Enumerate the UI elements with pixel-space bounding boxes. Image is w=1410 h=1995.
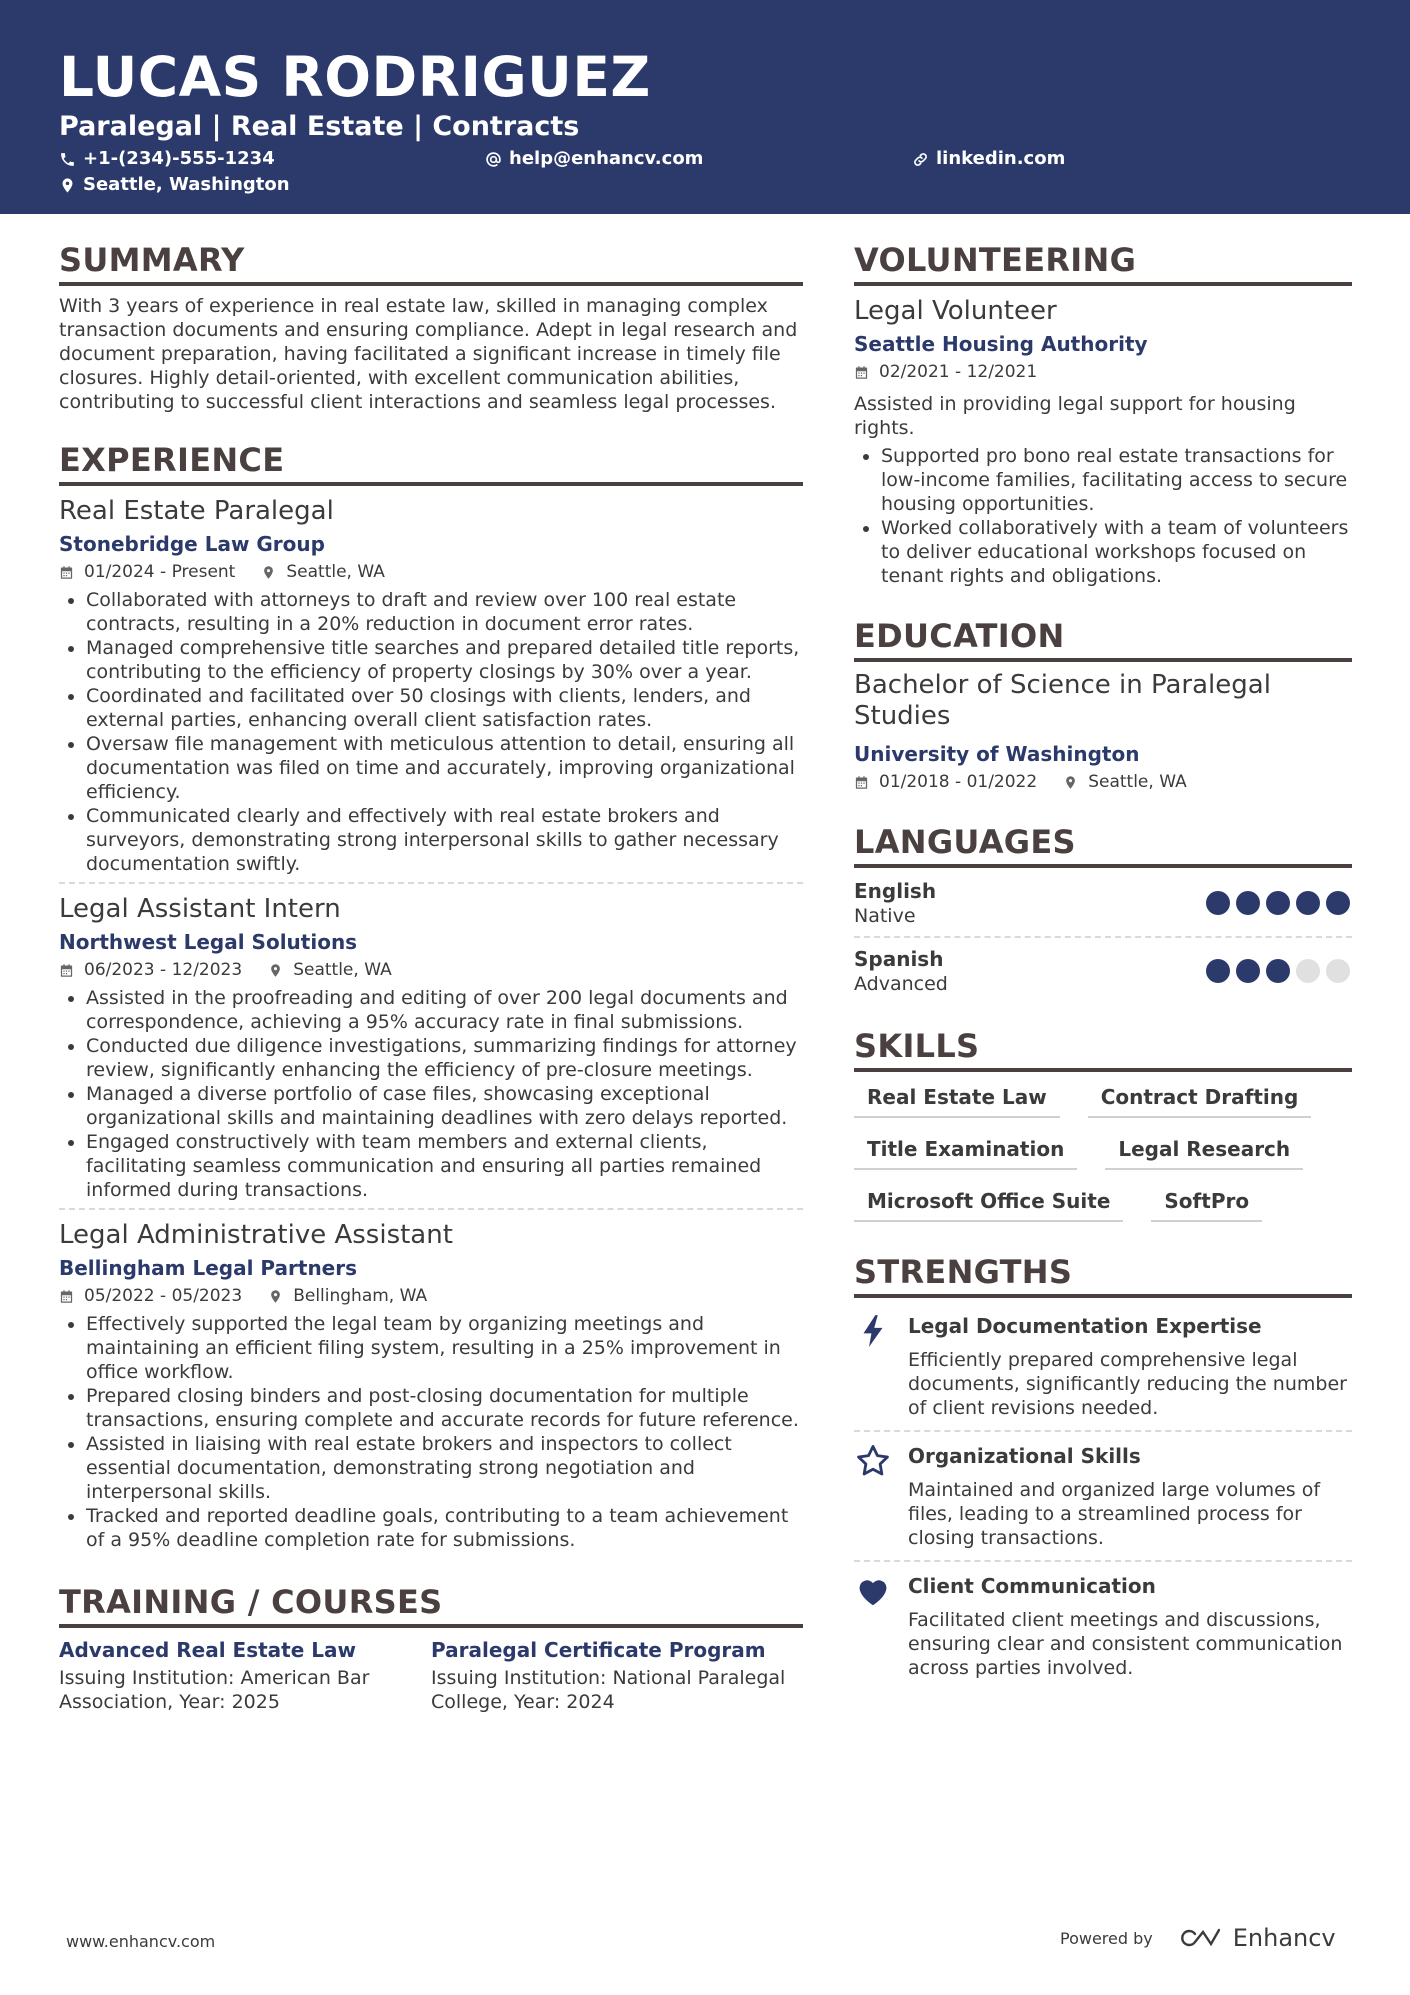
location-text: Seattle, Washington [83, 174, 290, 195]
job-bullet: • Assisted in liaising with real estate brokers and inspectors to collect essential documentation, demonstrating strong negotiation and interpersonal skills. [86, 1432, 803, 1504]
summary-text: With 3 years of experience in real estate law, skilled in managing complex transaction documents and ensuring compliance. Adept in legal research and document preparation, having facilitated a significant increase in timely file closures. Highly detail-oriented, with excellent communication abilities, contributing to successful client interactions and seamless legal processes. [59, 295, 798, 413]
location-pin-icon [59, 177, 76, 194]
course-title: Advanced Real Estate Law [59, 1638, 356, 1662]
job-bullet: • Prepared closing binders and post-closing documentation for multiple transactions, ensuring complete and accurate records for future reference. [86, 1384, 803, 1432]
language-level: Advanced [854, 973, 948, 995]
degree-title: Bachelor of Science in Paralegal Studies [854, 670, 1271, 731]
entry-divider [854, 1560, 1352, 1562]
contact-phone [59, 147, 275, 171]
candidate-name: LUCAS RODRIGUEZ [59, 45, 651, 109]
strength-title: Client Communication [908, 1574, 1156, 1598]
experience-entry [59, 892, 803, 1202]
contact-location [59, 173, 290, 197]
volunteer-bullet: • Supported pro bono real estate transactions for low-income families, facilitating access to secure housing opportunities. [881, 444, 1352, 516]
contact-email [485, 147, 703, 171]
entry-divider [59, 1208, 803, 1210]
footer-branding [1060, 1924, 1336, 1952]
entry-divider [59, 882, 803, 884]
at-sign-icon [485, 151, 502, 168]
job-bullet: • Communicated clearly and effectively with real estate brokers and surveyors, demonstrating strong interpersonal skills to gather necessary documentation swiftly. [86, 804, 803, 876]
strength-description: Efficiently prepared comprehensive legal documents, significantly reducing the number of client revisions needed. [908, 1349, 1347, 1419]
contact-linkedin [912, 147, 1065, 171]
job-meta [59, 958, 803, 982]
volunteer-bullets [854, 444, 1352, 588]
education-dates: 01/2018 - 01/2022 [879, 772, 1038, 792]
strength-description: Facilitated client meetings and discussions, ensuring clear and consistent communication across parties involved. [908, 1609, 1343, 1679]
course-title: Paralegal Certificate Program [431, 1638, 766, 1662]
language-entry [854, 876, 1352, 934]
job-location: Seattle, WA [293, 960, 392, 980]
entry-divider [854, 1430, 1352, 1432]
rating-dot-filled [1236, 891, 1260, 915]
job-dates: 05/2022 - 05/2023 [84, 1286, 243, 1306]
strength-title: Organizational Skills [908, 1444, 1141, 1468]
course-description: Issuing Institution: American Bar Association, Year: 2025 [59, 1667, 370, 1713]
location-pin-icon [261, 565, 276, 580]
candidate-tagline: Paralegal | Real Estate | Contracts [59, 111, 580, 142]
left-column [59, 240, 803, 1714]
job-bullet: • Oversaw file management with meticulous attention to detail, ensuring all documentation was filed on time and accurately, improving organizational efficiency. [86, 732, 803, 804]
volunteer-bullet: • Worked collaboratively with a team of volunteers to deliver educational workshops focused on tenant rights and obligations. [881, 516, 1352, 588]
volunteer-organization: Seattle Housing Authority [854, 332, 1148, 356]
entry-divider [854, 936, 1352, 938]
brand-logo[interactable] [1179, 1924, 1336, 1952]
job-location: Seattle, WA [286, 562, 385, 582]
job-bullets [59, 1312, 803, 1552]
skill-tag: Contract Drafting [1088, 1084, 1312, 1118]
location-pin-icon [268, 1289, 283, 1304]
strength-entry [854, 1436, 1352, 1556]
job-location: Bellingham, WA [293, 1286, 428, 1306]
course-entry [59, 1636, 431, 1714]
skill-tag: Real Estate Law [854, 1084, 1060, 1118]
strength-description: Maintained and organized large volumes of files, leading to a streamlined process for closing transactions. [908, 1479, 1321, 1549]
rating-dot-filled [1206, 891, 1230, 915]
language-rating [1206, 959, 1350, 983]
experience-entry [59, 1218, 803, 1552]
rating-dot-empty [1296, 959, 1320, 983]
calendar-icon [854, 775, 869, 790]
job-bullet: • Collaborated with attorneys to draft and review over 100 real estate contracts, resulting in a 20% reduction in document error rates. [86, 588, 803, 636]
courses-list [59, 1636, 803, 1714]
location-pin-icon [1063, 775, 1078, 790]
job-meta [59, 1284, 803, 1308]
link-icon [912, 151, 929, 168]
language-rating [1206, 891, 1350, 915]
skill-tag: SoftPro [1151, 1188, 1262, 1222]
email-text[interactable]: help@enhancv.com [509, 148, 704, 169]
job-dates: 06/2023 - 12/2023 [84, 960, 243, 980]
skills-heading: SKILLS [854, 1026, 1352, 1072]
rating-dot-filled [1206, 959, 1230, 983]
job-bullets [59, 588, 803, 876]
company-name: Bellingham Legal Partners [59, 1256, 358, 1280]
job-bullet: • Tracked and reported deadline goals, contributing to a team achievement of a 95% deadline completion rate for submissions. [86, 1504, 803, 1552]
rating-dot-filled [1236, 959, 1260, 983]
strengths-heading: STRENGTHS [854, 1252, 1352, 1298]
job-bullet: • Engaged constructively with team members and external clients, facilitating seamless communication and ensuring all parties remained informed during transactions. [86, 1130, 803, 1202]
volunteering-heading: VOLUNTEERING [854, 240, 1352, 286]
job-bullet: • Assisted in the proofreading and editing of over 200 legal documents and correspondence, achieving a 95% accuracy rate in final submissions. [86, 986, 803, 1034]
summary-heading: SUMMARY [59, 240, 803, 286]
training-heading: TRAINING / COURSES [59, 1582, 803, 1628]
job-bullet: • Coordinated and facilitated over 50 closings with clients, lenders, and external parties, enhancing overall client satisfaction rates. [86, 684, 803, 732]
footer-website[interactable]: www.enhancv.com [66, 1932, 216, 1951]
calendar-icon [854, 365, 869, 380]
volunteer-description: Assisted in providing legal support for housing rights. [854, 393, 1296, 439]
language-entry [854, 944, 1352, 1002]
job-dates: 01/2024 - Present [84, 562, 236, 582]
course-description: Issuing Institution: National Paralegal College, Year: 2024 [431, 1667, 786, 1713]
school-name: University of Washington [854, 742, 1140, 766]
enhancv-logo-icon [1179, 1926, 1225, 1950]
job-title: Legal Assistant Intern [59, 894, 341, 924]
experience-heading: EXPERIENCE [59, 440, 803, 486]
job-bullets [59, 986, 803, 1202]
skill-tag: Legal Research [1105, 1136, 1303, 1170]
job-meta [59, 560, 803, 584]
job-title: Legal Administrative Assistant [59, 1220, 453, 1250]
job-bullet: • Managed comprehensive title searches and prepared detailed title reports, contributing to the efficiency of property closings by 30% over a year. [86, 636, 803, 684]
job-title: Real Estate Paralegal [59, 496, 334, 526]
phone-text[interactable]: +1-(234)-555-1234 [83, 148, 275, 169]
language-level: Native [854, 905, 916, 927]
powered-by-label: Powered by [1060, 1928, 1153, 1948]
language-name: English [854, 879, 937, 903]
job-bullet: • Effectively supported the legal team by organizing meetings and maintaining an efficient filing system, resulting in a 25% improvement in office workflow. [86, 1312, 803, 1384]
job-bullet: • Conducted due diligence investigations, summarizing findings for attorney review, significantly enhancing the efficiency of pre-closure meetings. [86, 1034, 803, 1082]
languages-heading: LANGUAGES [854, 822, 1352, 868]
linkedin-text[interactable]: linkedin.com [936, 148, 1066, 169]
location-pin-icon [268, 963, 283, 978]
strength-title: Legal Documentation Expertise [908, 1314, 1262, 1338]
skill-tag: Microsoft Office Suite [854, 1188, 1123, 1222]
phone-icon [59, 151, 76, 168]
rating-dot-empty [1326, 959, 1350, 983]
education-meta [854, 770, 1352, 794]
language-name: Spanish [854, 947, 944, 971]
rating-dot-filled [1326, 891, 1350, 915]
course-entry [431, 1636, 803, 1714]
right-column [854, 240, 1352, 1686]
job-bullet: • Managed a diverse portfolio of case files, showcasing exceptional organizational skills and maintaining deadlines with zero delays reported. [86, 1082, 803, 1130]
strength-entry [854, 1306, 1352, 1426]
volunteer-meta [854, 360, 1352, 384]
skill-tag: Title Examination [854, 1136, 1077, 1170]
rating-dot-filled [1296, 891, 1320, 915]
brand-name: Enhancv [1232, 1924, 1336, 1952]
star-icon [854, 1442, 892, 1486]
heart-icon [854, 1572, 892, 1616]
rating-dot-filled [1266, 891, 1290, 915]
company-name: Stonebridge Law Group [59, 532, 325, 556]
education-heading: EDUCATION [854, 616, 1352, 662]
calendar-icon [59, 565, 74, 580]
lightning-icon [854, 1312, 892, 1356]
volunteer-dates: 02/2021 - 12/2021 [879, 362, 1038, 382]
calendar-icon [59, 1289, 74, 1304]
education-location: Seattle, WA [1088, 772, 1187, 792]
volunteer-role: Legal Volunteer [854, 296, 1057, 326]
calendar-icon [59, 963, 74, 978]
company-name: Northwest Legal Solutions [59, 930, 358, 954]
experience-entry [59, 494, 803, 876]
resume-header [0, 0, 1410, 214]
skills-list [854, 1084, 1352, 1222]
rating-dot-filled [1266, 959, 1290, 983]
strength-entry [854, 1566, 1352, 1686]
